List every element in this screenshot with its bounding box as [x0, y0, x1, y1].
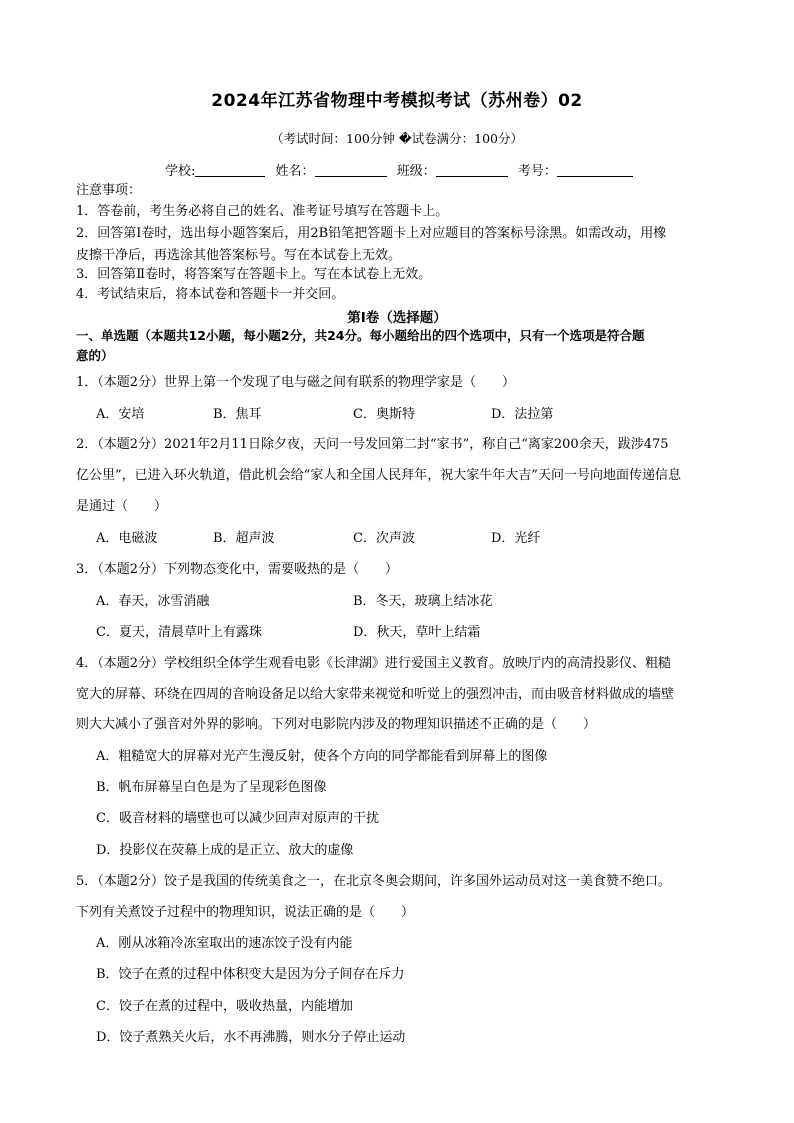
- class-blank[interactable]: [436, 164, 508, 177]
- exam-subtitle: （考试时间：100分钟 �试卷满分：100分）: [270, 131, 523, 146]
- question-4-option-d[interactable]: D．投影仪在荧幕上成的是正立、放大的虚像: [96, 843, 354, 858]
- exam-title: 2024年江苏省物理中考模拟考试（苏州卷）02: [211, 91, 583, 111]
- question-5-option-a[interactable]: A．刚从冰箱冷冻室取出的速冻饺子没有内能: [96, 936, 353, 951]
- question-5-option-c[interactable]: C．饺子在煮的过程中，吸收热量，内能增加: [96, 999, 353, 1014]
- question-3-option-d[interactable]: D．秋天，草叶上结霜: [353, 625, 481, 640]
- question-5-option-d[interactable]: D．饺子煮熟关火后，水不再沸腾，则水分子停止运动: [96, 1030, 406, 1045]
- notice-heading: 注意事项：: [76, 183, 142, 198]
- section-title: 第Ⅰ卷（选择题）: [347, 310, 447, 326]
- name-label: 姓名：: [275, 164, 315, 179]
- school-blank[interactable]: [195, 164, 265, 177]
- question-2-stem: 亿公里”，已进入环火轨道，借此机会给“家人和全国人民拜年，祝大家牛年大吉”天问一号向地面传递信息: [76, 468, 681, 483]
- question-4-stem: 4．（本题2分）学校组织全体学生观看电影《长津湖》进行爱国主义教育。放映厅内的高清投影仪、粗糙: [76, 656, 672, 671]
- class-label: 班级：: [396, 164, 436, 179]
- question-2-option-b[interactable]: B．超声波: [213, 531, 275, 546]
- question-3-option-b[interactable]: B．冬天，玻璃上结冰花: [353, 594, 493, 609]
- question-1-stem: 1．（本题2分）世界上第一个发现了电与磁之间有联系的物理学家是（ ）: [76, 375, 516, 390]
- section-intro: 一、单选题（本题共12小题，每小题2分，共24分。每小题给出的四个选项中，只有一个选项是符合题: [76, 328, 645, 343]
- question-2-option-d[interactable]: D．光纤: [491, 531, 541, 546]
- number-blank[interactable]: [557, 164, 633, 177]
- number-label: 考号：: [517, 164, 557, 179]
- notice-item: 1．答卷前，考生务必将自己的姓名、准考证号填写在答题卡上。: [76, 204, 449, 219]
- question-4-stem: 宽大的屏幕、环绕在四周的音响设备足以给大家带来视觉和听觉上的强烈冲击，而由吸音材料做成的墙壁: [76, 687, 675, 702]
- notice-item: 3．回答第Ⅱ卷时，将答案写在答题卡上。写在本试卷上无效。: [76, 267, 432, 282]
- question-5-stem: 5．（本题2分）饺子是我国的传统美食之一，在北京冬奥会期间，许多国外运动员对这一美食赞不绝口。: [76, 874, 672, 889]
- section-intro: 意的）: [76, 348, 114, 363]
- question-3-stem: 3．（本题2分）下列物态变化中，需要吸热的是（ ）: [76, 562, 399, 577]
- question-3-option-c[interactable]: C．夏天，清晨草叶上有露珠: [96, 625, 262, 640]
- question-4-option-c[interactable]: C．吸音材料的墙壁也可以减少回声对原声的干扰: [96, 811, 379, 826]
- notice-item: 皮擦干净后，再选涂其他答案标号。写在本试卷上无效。: [76, 248, 402, 263]
- question-5-option-b[interactable]: B．饺子在煮的过程中体积变大是因为分子间存在斥力: [96, 967, 405, 982]
- question-4-option-b[interactable]: B．帆布屏幕呈白色是为了呈现彩色图像: [96, 780, 327, 795]
- question-4-stem: 则大大减小了强音对外界的影响。下列对电影院内涉及的物理知识描述不正确的是（ ）: [76, 717, 597, 732]
- notice-item: 4．考试结束后，将本试卷和答题卡一并交回。: [76, 287, 345, 302]
- name-blank[interactable]: [315, 164, 387, 177]
- question-2-option-a[interactable]: A．电磁波: [96, 531, 158, 546]
- student-info-row: [165, 160, 639, 179]
- question-1-option-b[interactable]: B．焦耳: [213, 407, 262, 422]
- question-2-stem: 是通过（ ）: [76, 499, 168, 514]
- question-5-stem: 下列有关煮饺子过程中的物理知识，说法正确的是（ ）: [76, 905, 415, 920]
- notice-item: 2．回答第Ⅰ卷时，选出每小题答案后，用2B铅笔把答题卡上对应题目的答案标号涂黑。如需改动，用橡: [76, 226, 667, 241]
- question-1-option-d[interactable]: D．法拉第: [491, 407, 554, 422]
- question-1-option-a[interactable]: A．安培: [96, 407, 145, 422]
- question-1-option-c[interactable]: C．奥斯特: [353, 407, 415, 422]
- school-label: 学校:: [165, 164, 196, 179]
- question-2-option-c[interactable]: C．次声波: [353, 531, 415, 546]
- question-2-stem: 2．（本题2分）2021年2月11日除夕夜，天问一号发回第二封“家书”，称自己“离家200余天，跋涉475: [76, 437, 669, 452]
- question-3-option-a[interactable]: A．春天，冰雪消融: [96, 594, 210, 609]
- question-4-option-a[interactable]: A．粗糙宽大的屏幕对光产生漫反射，使各个方向的同学都能看到屏幕上的图像: [96, 749, 548, 764]
